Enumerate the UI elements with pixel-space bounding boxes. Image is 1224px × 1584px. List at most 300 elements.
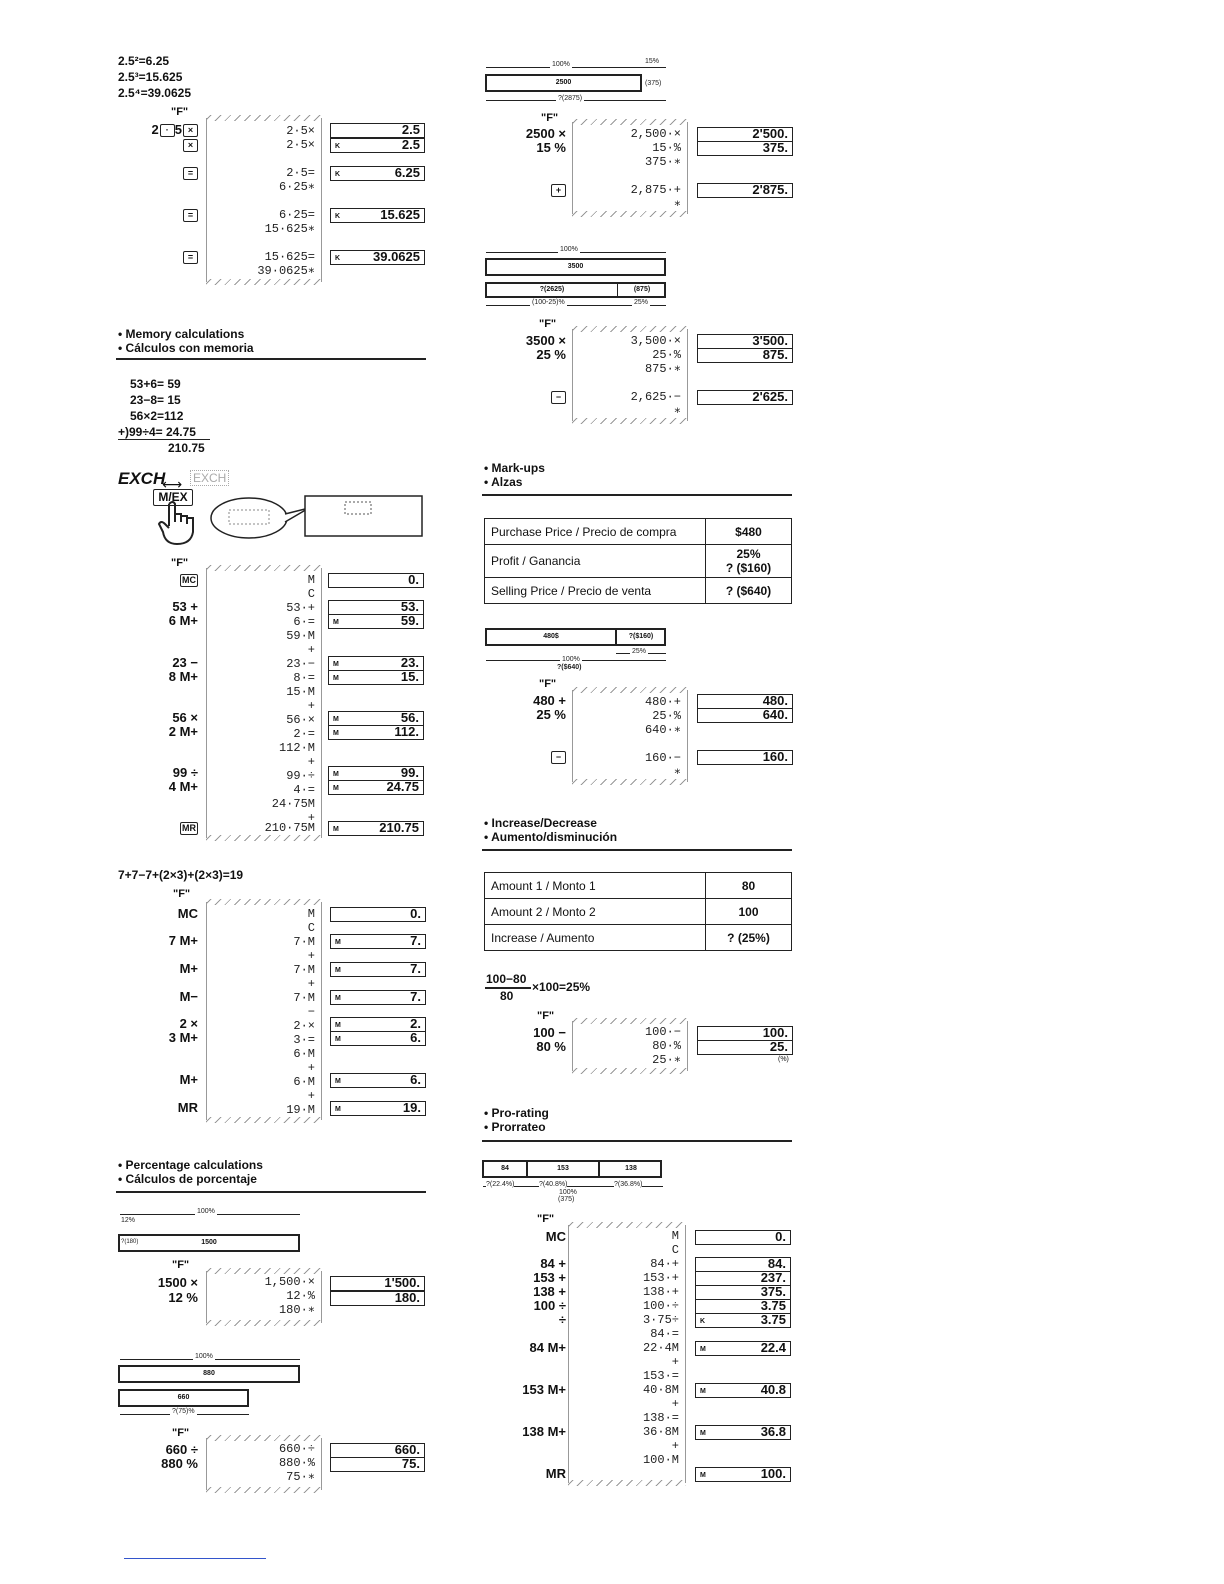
unit-label: (%) xyxy=(778,1056,789,1063)
equals-key: = xyxy=(183,167,198,180)
tape-line: 1,500·× xyxy=(264,1275,315,1289)
section-title-en: • Memory calculations xyxy=(118,327,245,341)
f-mode-label: "F" xyxy=(171,106,189,118)
key-sequence xyxy=(140,573,198,587)
tape-line: 180·∗ xyxy=(278,1303,315,1317)
display-value: 25. xyxy=(769,1039,788,1054)
section-title-en: • Increase/Decrease xyxy=(484,816,597,830)
display-value: 6. xyxy=(410,1072,421,1087)
display-value: 15. xyxy=(400,669,419,684)
value-bar xyxy=(485,74,642,92)
key-sequence: 23 − xyxy=(172,655,198,670)
display-value: 7. xyxy=(410,989,421,1004)
table-row xyxy=(485,578,792,604)
paper-tape xyxy=(572,329,688,421)
tape-line: 15·M xyxy=(286,685,315,699)
key-sequence: 84 M+ xyxy=(529,1340,566,1355)
paper-tape xyxy=(572,122,688,214)
display-box xyxy=(695,1467,791,1482)
tape-line: 880·% xyxy=(278,1456,315,1470)
key-sequence: 84 + xyxy=(540,1256,566,1271)
dimension-label: 12% xyxy=(121,1217,136,1224)
display-value: 375. xyxy=(762,140,788,155)
tape-line: 75·∗ xyxy=(286,1470,315,1484)
key-sequence: 2500 × xyxy=(525,126,566,141)
display-value: 75. xyxy=(401,1456,420,1471)
display-value: 3'500. xyxy=(752,333,788,348)
memory-indicator: M xyxy=(333,675,339,682)
k-indicator: K xyxy=(335,255,341,262)
tape-line: ∗ xyxy=(673,765,681,779)
display-box xyxy=(330,138,425,153)
display-box xyxy=(697,348,793,363)
display-value: 6. xyxy=(410,1030,421,1045)
section-rule xyxy=(482,494,792,496)
display-box xyxy=(695,1341,791,1356)
tape-line: C xyxy=(671,1243,679,1257)
dimension-label: 100% xyxy=(197,1208,215,1215)
bar-label: 153 xyxy=(557,1165,569,1172)
tape-line: C xyxy=(307,921,315,935)
tape-line: 59·M xyxy=(286,629,315,643)
memory-indicator: M xyxy=(700,1472,706,1479)
key-sequence: 53 + xyxy=(172,599,198,614)
display-value: 640. xyxy=(762,707,788,722)
f-mode-label: "F" xyxy=(172,1427,190,1439)
tape-line: 53·+ xyxy=(286,601,315,615)
display-box xyxy=(328,670,424,685)
display-value: 36.8 xyxy=(760,1424,786,1439)
display-value: 0. xyxy=(408,572,419,587)
dimension-label: ?(2875) xyxy=(558,95,583,102)
key-sequence: M+ xyxy=(179,1072,198,1087)
tape-line: 2·5= xyxy=(286,166,315,180)
table-cell: Selling Price / Precio de venta xyxy=(485,578,706,604)
display-box xyxy=(330,934,426,949)
prorate-bar xyxy=(482,1160,662,1178)
memory-clear-key: MC xyxy=(182,575,196,586)
table-row xyxy=(485,925,792,951)
key-sequence: 138 M+ xyxy=(522,1424,566,1439)
display-value: 112. xyxy=(394,724,419,739)
display-box xyxy=(330,907,426,922)
tape-line: 6·25= xyxy=(278,208,315,222)
key-sequence: 2 × xyxy=(179,1016,198,1031)
value-bar xyxy=(118,1389,249,1407)
equation-line: 210.75 xyxy=(168,441,205,455)
table-row xyxy=(485,519,792,545)
memory-indicator: M xyxy=(335,1106,341,1113)
memory-indicator: M xyxy=(700,1346,706,1353)
paper-tape xyxy=(572,690,688,782)
paper-tape xyxy=(572,1021,688,1071)
memory-indicator: M xyxy=(333,716,339,723)
tape-line: − xyxy=(307,1005,315,1019)
display-value: 660. xyxy=(394,1442,420,1457)
key-sequence: 880 % xyxy=(161,1456,198,1471)
memory-recall-key: MR xyxy=(182,823,196,834)
tape-line: 7·M xyxy=(293,935,315,949)
dimension-label: 100% xyxy=(552,61,570,68)
section-title-es: • Alzas xyxy=(484,475,523,489)
key-sequence xyxy=(500,390,566,404)
memory-indicator: M xyxy=(335,1036,341,1043)
tape-line: 8·= xyxy=(293,671,315,685)
key-digit: 2 xyxy=(151,122,159,137)
dimension-label: 25% xyxy=(634,299,649,306)
display-box xyxy=(330,208,425,223)
display-value: 1'500. xyxy=(384,1275,420,1290)
section-title-es: • Cálculos de porcentaje xyxy=(118,1172,257,1186)
tape-line: 6·M xyxy=(293,1075,315,1089)
tape-line: 2·5× xyxy=(286,138,315,152)
tape-line: 2,875·+ xyxy=(630,183,681,197)
tape-line: + xyxy=(307,755,315,769)
display-value: 2'875. xyxy=(752,182,788,197)
key-sequence: 3 M+ xyxy=(168,1030,198,1045)
tape-line: 3·= xyxy=(293,1033,315,1047)
bar-label: 138 xyxy=(625,1165,637,1172)
tape-line: 99·÷ xyxy=(286,769,315,783)
display-box xyxy=(330,1101,426,1116)
plus-key: + xyxy=(551,184,566,197)
display-value: 0. xyxy=(410,906,421,921)
tape-line: 25·∗ xyxy=(652,1053,681,1067)
tape-line: 375·∗ xyxy=(644,155,681,169)
key-sequence: M+ xyxy=(179,961,198,976)
display-value: 3.75 xyxy=(760,1312,786,1327)
display-box xyxy=(697,708,793,723)
bar-label: 660 xyxy=(177,1394,190,1401)
display-value: 2. xyxy=(410,1016,421,1031)
tape-line: 660·÷ xyxy=(278,1442,315,1456)
tape-line: 210·75M xyxy=(264,821,315,835)
tape-line: 2,625·− xyxy=(630,390,681,404)
equation-line: 53+6= 59 xyxy=(130,377,181,391)
k-indicator: K xyxy=(335,143,341,150)
tape-line: 23·− xyxy=(286,657,315,671)
tape-line: + xyxy=(307,699,315,713)
display-value: 100. xyxy=(760,1466,786,1481)
value-bar xyxy=(485,628,666,646)
tape-line: 153·= xyxy=(642,1369,679,1383)
tape-line: M xyxy=(671,1229,679,1243)
tape-line: + xyxy=(307,811,315,825)
tape-line: C xyxy=(307,587,315,601)
display-box xyxy=(328,614,424,629)
display-callout xyxy=(205,494,425,544)
display-value: 84. xyxy=(767,1256,786,1271)
key-sequence xyxy=(140,138,198,152)
display-value: 2'500. xyxy=(752,126,788,141)
display-box xyxy=(695,1383,791,1398)
f-mode-label: "F" xyxy=(173,888,191,900)
display-box xyxy=(697,1040,793,1055)
key-sequence: 153 + xyxy=(533,1270,566,1285)
memory-indicator: M xyxy=(700,1388,706,1395)
tape-line: 2·5× xyxy=(286,124,315,138)
tape-line: 84·+ xyxy=(650,1257,679,1271)
table-cell: 25% ? ($160) xyxy=(706,545,792,578)
display-box xyxy=(330,1457,425,1472)
tape-line: 138·= xyxy=(642,1411,679,1425)
tape-line: M xyxy=(307,907,315,921)
tape-line: 875·∗ xyxy=(644,362,681,376)
tape-line: 36·8M xyxy=(642,1425,679,1439)
memory-indicator: M xyxy=(335,939,341,946)
equation-line: 56×2=112 xyxy=(130,409,184,423)
tape-line: + xyxy=(307,1061,315,1075)
dimension-label: ?(75)% xyxy=(172,1408,195,1415)
memory-indicator: M xyxy=(333,619,339,626)
f-mode-label: "F" xyxy=(172,1259,190,1271)
fraction-rest: ×100=25% xyxy=(532,980,591,994)
display-box xyxy=(330,166,425,181)
section-rule xyxy=(116,1191,426,1193)
display-value: 480. xyxy=(762,693,788,708)
incdec-table xyxy=(484,872,792,951)
equation-line: +)99÷4= 24.75 xyxy=(118,425,196,439)
key-sequence: 56 × xyxy=(172,710,198,725)
pointing-hand-icon xyxy=(155,500,203,546)
display-box xyxy=(328,821,424,836)
key-sequence: 3500 × xyxy=(525,333,566,348)
f-mode-label: "F" xyxy=(539,318,557,330)
memory-indicator: K xyxy=(700,1318,706,1325)
table-cell: ? (25%) xyxy=(706,925,792,951)
bar-label: 1500 xyxy=(201,1239,217,1246)
dimension-label: 100% xyxy=(195,1353,213,1360)
display-box xyxy=(330,123,425,138)
tape-line: + xyxy=(307,643,315,657)
dimension-label: ?($640) xyxy=(557,664,582,671)
key-sequence: 138 + xyxy=(533,1284,566,1299)
memory-indicator: M xyxy=(333,785,339,792)
display-value: 56. xyxy=(400,710,419,725)
bar-label: 480$ xyxy=(543,633,559,640)
tape-line: + xyxy=(671,1355,679,1369)
display-value: 2'625. xyxy=(752,389,788,404)
display-box xyxy=(330,1073,426,1088)
tape-line: 160·− xyxy=(644,751,681,765)
display-box xyxy=(330,1276,425,1291)
table-row xyxy=(485,545,792,578)
table-cell: Profit / Ganancia xyxy=(485,545,706,578)
double-arrow-icon: ⟷ xyxy=(162,476,183,492)
tape-line: 2·× xyxy=(293,1019,315,1033)
table-cell: $480 xyxy=(706,519,792,545)
display-value: 53. xyxy=(400,599,419,614)
display-value: 39.0625 xyxy=(373,249,420,264)
tape-line: 39·0625∗ xyxy=(257,264,315,278)
display-box xyxy=(697,141,793,156)
key-sequence: 80 % xyxy=(536,1039,566,1054)
key-sequence xyxy=(140,250,198,264)
multiply-key: × xyxy=(183,124,198,137)
key-sequence: 100 ÷ xyxy=(533,1298,566,1313)
display-box xyxy=(330,990,426,1005)
tape-line: 100·M xyxy=(642,1453,679,1467)
key-sequence xyxy=(140,123,198,137)
f-mode-label: "F" xyxy=(539,678,557,690)
memory-indicator: M xyxy=(335,1022,341,1029)
dimension-label: ?(22.4%) xyxy=(486,1181,515,1188)
tape-line: 6·25∗ xyxy=(278,180,315,194)
display-box xyxy=(328,780,424,795)
tape-line: 6·= xyxy=(293,615,315,629)
tape-line: M xyxy=(307,573,315,587)
tape-line: 2·= xyxy=(293,727,315,741)
k-indicator: K xyxy=(335,171,341,178)
key-sequence: M− xyxy=(179,989,198,1004)
tape-line: 153·+ xyxy=(642,1271,679,1285)
equals-key: = xyxy=(183,251,198,264)
tape-line: 640·∗ xyxy=(644,723,681,737)
tape-line: 24·75M xyxy=(271,797,315,811)
table-cell: 100 xyxy=(706,899,792,925)
bar-label: 84 xyxy=(501,1165,509,1172)
value-bar xyxy=(485,282,666,298)
tape-line: 4·= xyxy=(293,783,315,797)
tape-line: + xyxy=(307,1089,315,1103)
display-box xyxy=(697,183,793,198)
dimension-label: 15% xyxy=(645,58,660,65)
tape-line: 7·M xyxy=(293,963,315,977)
display-box xyxy=(695,1425,791,1440)
display-value: 59. xyxy=(400,613,419,628)
memory-indicator: M xyxy=(333,730,339,737)
display-box xyxy=(697,750,793,765)
paper-tape xyxy=(568,1225,686,1483)
tape-line: 15·% xyxy=(652,141,681,155)
key-sequence: 15 % xyxy=(536,140,566,155)
key-sequence: 660 ÷ xyxy=(165,1442,198,1457)
fraction-numerator: 100−80 xyxy=(486,972,527,986)
tape-line: 3·75÷ xyxy=(642,1313,679,1327)
equation-line: 2.5⁴=39.0625 xyxy=(118,86,192,100)
key-sequence: MR xyxy=(545,1466,566,1481)
dimension-label: 100% xyxy=(560,246,578,253)
key-sequence: 480 + xyxy=(533,693,566,708)
key-digit: 5 xyxy=(174,122,182,137)
tape-line: + xyxy=(307,977,315,991)
display-value: 99. xyxy=(400,765,419,780)
key-sequence: MC xyxy=(177,906,198,921)
decimal-key: · xyxy=(160,124,175,137)
minus-key: − xyxy=(551,751,566,764)
display-value: 100. xyxy=(762,1025,788,1040)
bar-label: ?($160) xyxy=(628,633,654,640)
display-value: 237. xyxy=(760,1270,786,1285)
display-value: 19. xyxy=(402,1100,421,1115)
key-sequence: 12 % xyxy=(168,1290,198,1305)
key-sequence xyxy=(140,166,198,180)
display-box xyxy=(328,573,424,588)
table-cell: Amount 2 / Monto 2 xyxy=(485,899,706,925)
tape-line: 112·M xyxy=(278,741,315,755)
exch-label: EXCH xyxy=(118,469,166,488)
tape-line: 19·M xyxy=(286,1103,315,1117)
table-cell: Purchase Price / Precio de compra xyxy=(485,519,706,545)
key-sequence xyxy=(500,750,566,764)
equation-line: 7+7−7+(2×3)+(2×3)=19 xyxy=(118,868,244,882)
display-value: 875. xyxy=(762,347,788,362)
tape-line: + xyxy=(307,949,315,963)
tape-line: 3,500·× xyxy=(630,334,681,348)
tape-line: 7·M xyxy=(293,991,315,1005)
display-value: 160. xyxy=(762,749,788,764)
section-title-en: • Mark-ups xyxy=(484,461,545,475)
display-box xyxy=(695,1313,791,1328)
tape-line: 84·= xyxy=(650,1327,679,1341)
display-value: 6.25 xyxy=(394,165,420,180)
tape-line: 56·× xyxy=(286,713,315,727)
tape-line: 25·% xyxy=(652,709,681,723)
tape-line: 138·+ xyxy=(642,1285,679,1299)
display-box xyxy=(697,390,793,405)
section-title-es: • Cálculos con memoria xyxy=(118,341,254,355)
dimension-label: ?(40.8%) xyxy=(539,1181,568,1188)
table-cell: Increase / Aumento xyxy=(485,925,706,951)
tape-line: + xyxy=(671,1397,679,1411)
display-value: 23. xyxy=(400,655,419,670)
bar-label: ?(2625) xyxy=(539,286,565,293)
paper-tape xyxy=(206,1438,322,1490)
key-sequence: 1500 × xyxy=(157,1275,198,1290)
tape-line: 480·+ xyxy=(644,695,681,709)
display-value: 40.8 xyxy=(760,1382,786,1397)
equation-line: 2.5²=6.25 xyxy=(118,54,170,68)
f-mode-label: "F" xyxy=(537,1010,555,1022)
key-sequence xyxy=(500,183,566,197)
memory-indicator: M xyxy=(333,771,339,778)
section-rule xyxy=(482,1140,792,1142)
paper-tape xyxy=(206,902,322,1120)
key-sequence: 2 M+ xyxy=(168,724,198,739)
section-rule xyxy=(116,358,426,360)
memory-indicator: M xyxy=(335,967,341,974)
markups-table xyxy=(484,518,792,604)
key-sequence: 99 ÷ xyxy=(172,765,198,780)
dimension-label: 25% xyxy=(632,648,647,655)
tape-line: 100·÷ xyxy=(642,1299,679,1313)
key-sequence: 100 − xyxy=(533,1025,566,1040)
value-bar xyxy=(118,1365,300,1383)
multiply-key: × xyxy=(183,139,198,152)
paper-tape xyxy=(206,568,322,838)
display-value: 3.75 xyxy=(760,1298,786,1313)
key-sequence: 25 % xyxy=(536,347,566,362)
display-value: 2.5 xyxy=(401,137,420,152)
table-cell: ? ($640) xyxy=(706,578,792,604)
table-row xyxy=(485,873,792,899)
memory-indicator: M xyxy=(333,661,339,668)
display-value: 0. xyxy=(775,1229,786,1244)
tape-line: 15·625∗ xyxy=(264,222,315,236)
display-value: 2.5 xyxy=(401,122,420,137)
section-title-en: • Percentage calculations xyxy=(118,1158,263,1172)
bar-label: 2500 xyxy=(555,79,572,86)
memory-indicator: M xyxy=(335,995,341,1002)
m-ex-key: M/EX xyxy=(153,489,193,506)
k-indicator: K xyxy=(335,213,341,220)
display-box xyxy=(695,1230,791,1245)
section-rule xyxy=(482,849,792,851)
display-value: 22.4 xyxy=(760,1340,786,1355)
key-sequence: 7 M+ xyxy=(168,933,198,948)
tape-line: 15·625= xyxy=(264,250,315,264)
display-box xyxy=(330,1291,425,1306)
